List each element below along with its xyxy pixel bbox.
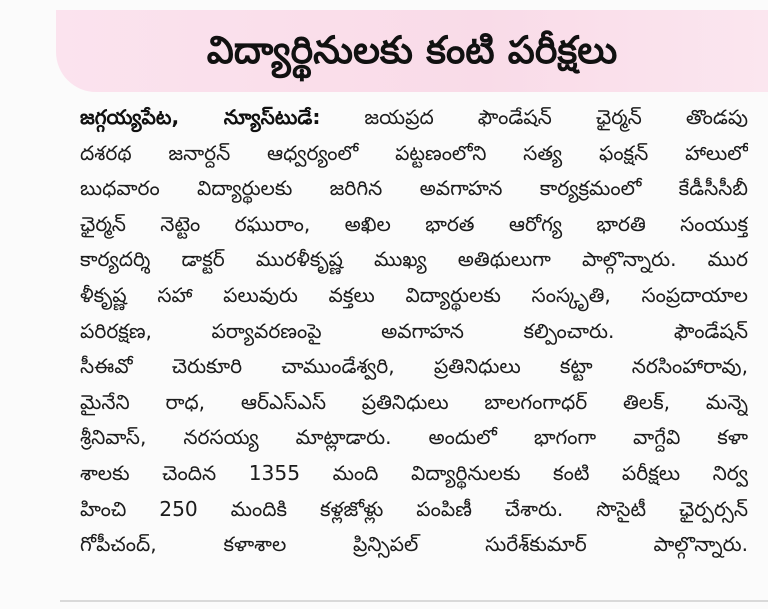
article-line-1 bbox=[80, 100, 748, 136]
article-line-6: ళీకృష్ణ సహా పలువురు వక్తలు విద్యార్థులకు సంస్కృతి, సంప్రదాయాల bbox=[80, 282, 748, 307]
article-line-4: ఛైర్మన్ నెట్టెం రఘురాం, అఖిల భారత ఆరోగ్య భారతి సంయుక్త bbox=[80, 211, 748, 236]
article-line-2: దశరథ జనార్దన్ ఆధ్వర్యంలో పట్టణంలోని సత్య ఫంక్షన్ హాలులో bbox=[80, 140, 748, 165]
article-line-10: శ్రీనివాస్, నరసయ్య మాట్లాడారు. అందులో భాగంగా వాగ్దేవి కళా bbox=[80, 425, 748, 450]
article-line-11: శాలకు చెందిన 1355 మంది విద్యార్థినులకు కంటి పరీక్షలు నిర్వ bbox=[80, 460, 748, 485]
article-line-7: పరిరక్షణ, పర్యావరణంపై అవగాహన కల్పించారు. ఫౌండేషన్ bbox=[80, 318, 748, 343]
bottom-rule bbox=[60, 600, 768, 602]
article-line-9: మైనేని రాధ, ఆర్ఎస్ఎస్ ప్రతినిధులు బాలగంగాధర్ తిలక్, మన్నె bbox=[80, 389, 748, 414]
article-headline: విద్యార్థినులకు కంటి పరీక్షలు bbox=[206, 28, 618, 72]
article-line-12: హించి 250 మందికి కళ్లజోళ్లు పంపిణీ చేశారు. సొసైటీ ఛైర్పర్సన్ bbox=[80, 496, 748, 521]
article-dateline: జగ్గయ్యపేట, న్యూస్‌టుడే: bbox=[80, 105, 321, 129]
article-line-5: కార్యదర్శి డాక్టర్ మురళీకృష్ణ ముఖ్య అతిథులుగా పాల్గొన్నారు. ముర bbox=[80, 247, 748, 272]
article-line-3: బుధవారం విద్యార్థులకు జరిగిన అవగాహన కార్యక్రమంలో కేడీసీసీబీ bbox=[80, 176, 748, 201]
article-line-1-text: జయప్రద ఫౌండేషన్ ఛైర్మన్ తొండపు bbox=[320, 105, 748, 129]
article-line-13: గోపీచంద్, కళాశాల ప్రిన్సిపల్ సురేశ్‌కుమార్ పాల్గొన్నారు. bbox=[80, 532, 748, 557]
article-body bbox=[80, 100, 748, 563]
article-line-8: సీఈవో చెరుకూరి చాముండేశ్వరి, ప్రతినిధులు కట్టా నరసింహారావు, bbox=[80, 354, 748, 379]
